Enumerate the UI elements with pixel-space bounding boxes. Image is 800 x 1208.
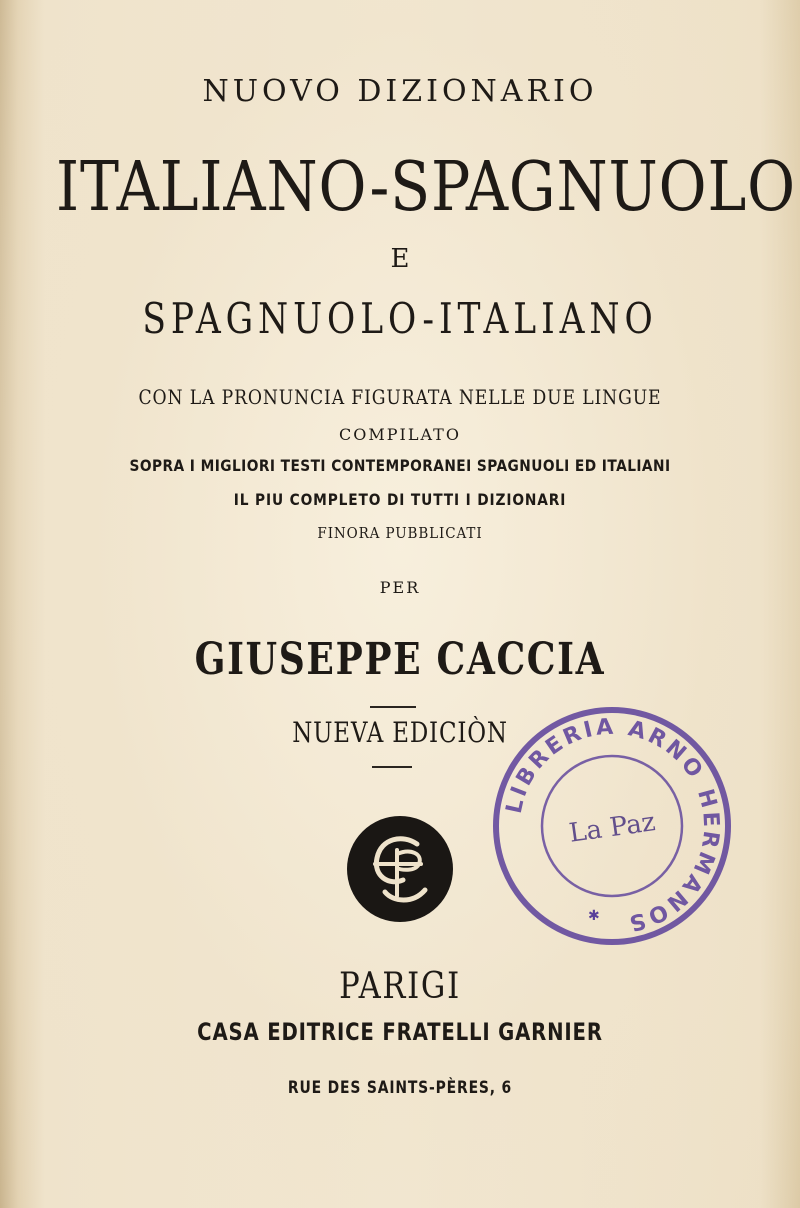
subtitle-completeness: IL PIU COMPLETO DI TUTTI I DIZIONARI xyxy=(233,490,567,509)
svg-text:La Paz: La Paz xyxy=(567,807,658,849)
divider-bottom xyxy=(372,766,412,768)
author-name: GIUSEPPE CACCIA xyxy=(194,634,606,685)
conjunction: E xyxy=(390,244,410,274)
subtitle-pronunciation: CON LA PRONUNCIA FIGURATA NELLE DUE LINGUE xyxy=(138,385,662,409)
svg-text:LIBRERIA ARNO HERMANOS: LIBRERIA ARNO HERMANOS xyxy=(501,714,724,936)
main-title: ITALIANO-SPAGNUOLO xyxy=(56,148,796,227)
publication-city: PARIGI xyxy=(339,966,461,1007)
divider-top xyxy=(370,706,416,708)
by-line: PER xyxy=(379,578,421,597)
publisher-monogram-icon xyxy=(345,814,455,924)
series-title: NUOVO DIZIONARIO xyxy=(202,74,598,109)
library-stamp xyxy=(490,704,734,948)
secondary-title: SPAGNUOLO-ITALIANO xyxy=(142,294,658,343)
subtitle-sources: SOPRA I MIGLIORI TESTI CONTEMPORANEI SPAGNUOLI ED ITALIANI xyxy=(129,456,671,475)
svg-text:✱: ✱ xyxy=(588,908,600,924)
subtitle-published: FINORA PUBBLICATI xyxy=(317,524,483,542)
publisher-address: RUE DES SAINTS-PÈRES, 6 xyxy=(287,1078,513,1098)
edition-label: NUEVA EDICIÒN xyxy=(292,716,508,749)
subtitle-compiled: COMPILATO xyxy=(339,425,461,444)
publisher-name: CASA EDITRICE FRATELLI GARNIER xyxy=(197,1018,603,1046)
